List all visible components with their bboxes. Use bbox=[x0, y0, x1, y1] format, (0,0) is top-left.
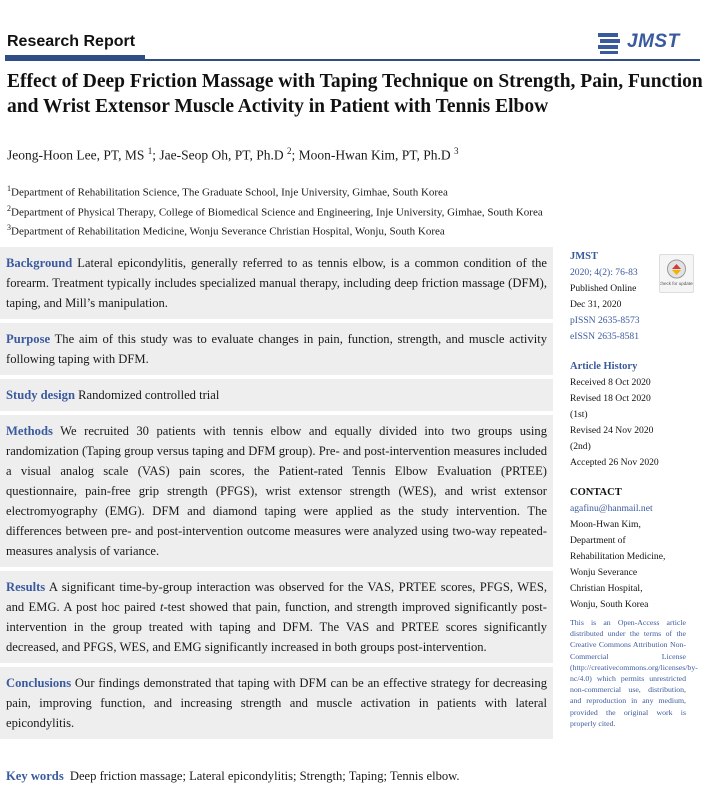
contact-line: Christian Hospital, bbox=[570, 583, 643, 594]
contact-line: Rehabilitation Medicine, bbox=[570, 551, 666, 562]
contact-line: Moon-Hwan Kim, bbox=[570, 519, 641, 530]
journal-logo bbox=[596, 29, 680, 55]
abstract-conclusions: Conclusions Our findings demonstrated that taping with DFM can be an effective strategy for decreasing pain, improving function, and increasing strength and muscle activation in patients with lateral epicondylitis. bbox=[0, 667, 553, 739]
affiliations bbox=[7, 181, 543, 240]
abstract-methods: Methods We recruited 30 patients with tennis elbow and equally divided into two groups using randomization (Taping group versus taping and DFM group). Pre- and post-intervention measures included a visual analog scale (VAS) pain scores, the Patient-rated Tennis Elbow Evaluation (PRTEE) questionnaire, pain-free grip strength (PFGS), wrist extensor strength (WES), and wrist extensor electromyography (EMG). DFM and diamond taping were applied as the study intervention. The differences between pre- and post-intervention outcome measures were analyzed using two-way repeated-measures analysis of variance. bbox=[0, 415, 553, 567]
author-list: Jeong-Hoon Lee, PT, MS $^1$; Jae-Seop Oh, PT, Ph.D $^2$; Moon-Hwan Kim, PT, Ph.D $^3$ bbox=[7, 146, 459, 163]
history-item: (2nd) bbox=[570, 441, 591, 452]
header-rule bbox=[5, 59, 700, 61]
svg-text:Check for updates: Check for updates bbox=[660, 281, 693, 286]
keywords: Key words Deep friction massage; Lateral epicondylitis; Strength; Taping; Tennis elbow. bbox=[6, 769, 460, 783]
eissn: eISSN 2635-8581 bbox=[570, 331, 640, 342]
contact-email-link[interactable]: agafinu@hanmail.net bbox=[570, 503, 653, 514]
pissn: pISSN 2635-8573 bbox=[570, 315, 640, 326]
published-date: Dec 31, 2020 bbox=[570, 299, 622, 310]
affiliation: $^2$Department of Physical Therapy, College of Biomedical Science and Engineering, Inje University, Gimhae, South Korea bbox=[7, 203, 543, 219]
book-stack-icon bbox=[596, 29, 622, 55]
author-name: Jae-Seop Oh, PT, Ph.D bbox=[159, 147, 288, 163]
abstract bbox=[0, 247, 553, 743]
author-name: Moon-Hwan Kim, PT, Ph.D bbox=[298, 147, 455, 163]
history-item: Revised 18 Oct 2020 bbox=[570, 393, 651, 404]
article-history-heading: Article History bbox=[570, 361, 638, 372]
section-label: Research Report bbox=[7, 33, 136, 50]
sidebar-journal: JMST bbox=[570, 251, 599, 262]
sidebar bbox=[570, 249, 710, 613]
abstract-results: Results A significant time-by-group interaction was observed for the VAS, PRTEE scores, PFGS, WES, and EMG. A post hoc paired t-test showed that pain, function, and strength improved significantly post-intervention in the group treated with taping and DFM. The VAS and PRTEE scores significantly decreased, and PFGS, WES, and EMG significantly increased in both groups post-intervention. bbox=[0, 571, 553, 663]
abstract-purpose: Purpose The aim of this study was to evaluate changes in pain, function, strength, and muscle activity following taping with DFM. bbox=[0, 323, 553, 375]
contact-line: Wonju Severance bbox=[570, 567, 638, 578]
affiliation: $^3$Department of Rehabilitation Medicine, Wonju Severance Christian Hospital, Wonju, South Korea bbox=[7, 223, 445, 238]
published-label: Published Online bbox=[570, 283, 637, 294]
history-item: Accepted 26 Nov 2020 bbox=[570, 457, 659, 468]
affiliation: $^1$Department of Rehabilitation Science, The Graduate School, Inje University, Gimhae, South Korea bbox=[7, 184, 448, 199]
sidebar-citation: 2020; 4(2): 76-83 bbox=[570, 267, 638, 278]
abstract-background: Background Lateral epicondylitis, generally referred to as tennis elbow, is a common condition of the forearm. Treatment typically includes specialized manual therapy, including deep friction massage (DFM), taping, and Mill’s manipulation. bbox=[0, 247, 553, 319]
history-item: Revised 24 Nov 2020 bbox=[570, 425, 654, 436]
author-name: Jeong-Hoon Lee, PT, MS bbox=[7, 147, 148, 163]
contact-line: Wonju, South Korea bbox=[570, 599, 649, 610]
contact-line: Department of bbox=[570, 535, 626, 546]
history-item: Received 8 Oct 2020 bbox=[570, 377, 651, 388]
abstract-study-design: Study design Randomized controlled trial bbox=[0, 379, 553, 411]
open-access-notice: This is an Open-Access article distributed under the terms of the Creative Commons Attribution Non-Commercial License (http://creativecommons.org/licenses/by-nc/4.0) which permits unrestricted non-commercial use, distribution, and reproduction in any medium, provided the original work is properly cited. bbox=[570, 618, 698, 728]
contact-heading: CONTACT bbox=[570, 487, 622, 498]
history-item: (1st) bbox=[570, 409, 588, 420]
journal-logo-text: JMST bbox=[627, 31, 680, 52]
article-title: Effect of Deep Friction Massage with Taping Technique on Strength, Pain, Function and Wrist Extensor Muscle Activity in Patient with Tennis Elbow bbox=[7, 71, 703, 117]
